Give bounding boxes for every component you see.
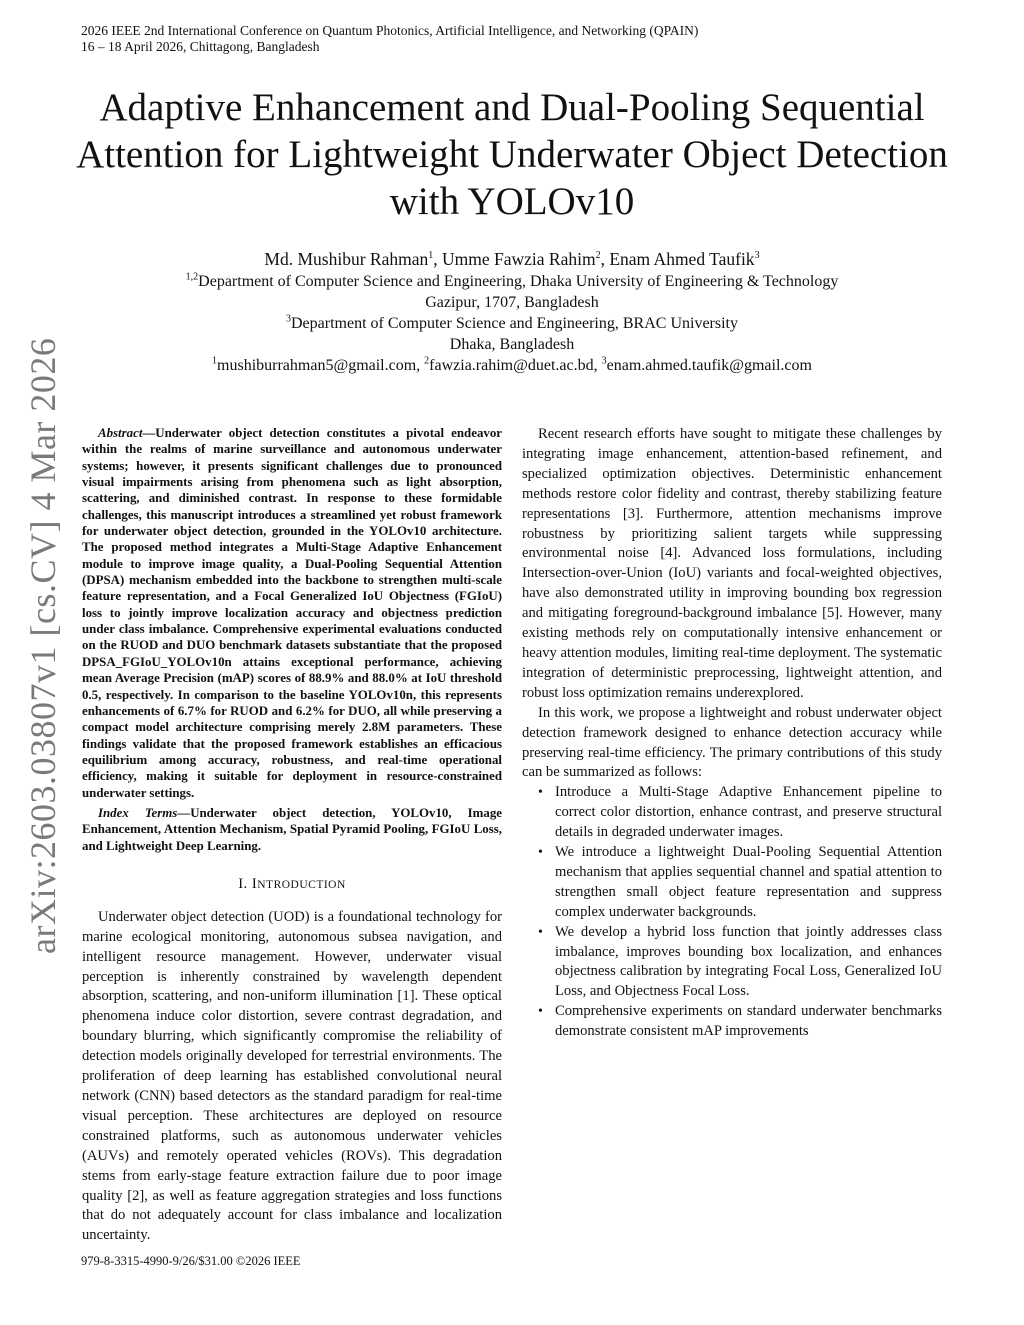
section-numeral: I. <box>238 875 252 892</box>
list-item <box>522 923 942 1003</box>
affiliation-2 <box>90 313 934 334</box>
author-block <box>90 247 934 376</box>
affiliation-1-text: Department of Computer Science and Engineering, Dhaka University of Engineering & Technology <box>198 273 839 290</box>
contribution-list <box>522 783 942 1042</box>
index-terms <box>82 805 502 854</box>
author-sep: , <box>600 249 610 269</box>
affiliation-1-sup: 1,2 <box>185 271 199 283</box>
affiliation-2-text: Department of Computer Science and Engineering, BRAC University <box>290 315 738 332</box>
list-item <box>522 1002 942 1042</box>
abstract <box>82 425 502 801</box>
author-1: Md. Mushibur Rahman <box>264 249 429 269</box>
email-1-sup: 1 <box>212 355 218 367</box>
abstract-label: Abstract <box>98 426 143 440</box>
paper-title: Adaptive Enhancement and Dual-Pooling Sequential Attention for Lightweight Underwater Object Detection with YOLOv10 <box>76 86 948 223</box>
abstract-text: —Underwater object detection constitutes a pivotal endeavor within the realms of marine surveillance and autonomous underwater systems; however, it presents significant challenges due to pronounced visual impairments arising from phenomena such as light absorption, scattering, and diminished contrast. In response to these formidable challenges, this manuscript introduces a streamlined yet robust framework for underwater object detection, grounded in the YOLOv10 architecture. The proposed method integrates a Multi-Stage Adaptive Enhancement module to improve image quality, a Dual-Pooling Sequential Attention (DPSA) mechanism embedded into the backbone to strengthen multi-scale feature representation, and a Focal Generalized IoU Objectness (FGIoU) loss to jointly improve localization accuracy and objectness prediction under class imbalance. Comprehensive experimental evaluations conducted on the RUOD and DUO benchmark datasets substantiate that the proposed DPSA_FGIoU_YOLOv10n attains exceptional performance, achieving mean Average Precision (mAP) scores of 88.9% and 88.0% at IoU threshold 0.5, respectively. In comparison to the baseline YOLOv10n, this represents enhancements of 6.7% for RUOD and 6.2% for DUO, all while preserving a compact model architecture comprising merely 2.8M parameters. These findings validate that the proposed framework establishes an efficacious equilibrium among accuracy, robustness, and real-time operational efficiency, making it suitable for deployment in resource-constrained underwater settings. <box>82 426 502 800</box>
contribution-text: We develop a hybrid loss function that jointly addresses class imbalance, improves bounding box localization, and enhances objectness calibration by integrating Focal Loss, Generalized IoU Loss, and Objectness Focal Loss. <box>555 923 942 1000</box>
author-emails <box>90 355 934 376</box>
list-item <box>522 843 942 923</box>
affiliation-1-location: Gazipur, 1707, Bangladesh <box>425 294 599 311</box>
index-terms-label: Index Terms <box>98 805 178 820</box>
section-heading-introduction <box>82 875 502 896</box>
contribution-text: We introduce a lightweight Dual-Pooling Sequential Attention mechanism that applies sequential channel and spatial attention to strengthen small object feature representation and suppress complex underwater backgrounds. <box>555 844 942 920</box>
section-first-letter: I <box>251 875 258 892</box>
author-2-sup: 2 <box>595 250 601 262</box>
author-names <box>90 247 934 271</box>
affiliation-2-sup: 3 <box>285 313 291 325</box>
author-3: Enam Ahmed Taufik <box>609 249 755 269</box>
author-2: Umme Fawzia Rahim <box>442 249 596 269</box>
copyright-footer: 979-8-3315-4990-9/26/$31.00 ©2026 IEEE <box>81 1254 301 1268</box>
conference-dates: 16 – 18 April 2026, Chittagong, Bangladesh <box>81 39 320 54</box>
author-3-sup: 3 <box>754 250 760 262</box>
email-3-sup: 3 <box>601 355 607 367</box>
contribution-text: Comprehensive experiments on standard underwater benchmarks demonstrate consistent mAP improvements <box>555 1003 942 1040</box>
author-sep: , <box>433 249 442 269</box>
bullet-icon: • <box>538 1004 543 1020</box>
intro-paragraph-3: In this work, we propose a lightweight and robust underwater object detection framework designed to enhance detection accuracy while preserving real-time efficiency. The primary contributions of this study can be summarized as follows: <box>522 704 942 781</box>
index-terms-text: —Underwater object detection, YOLOv10, Image Enhancement, Attention Mechanism, Spatial Pyramid Pooling, FGIoU Loss, and Lightweight Deep Learning. <box>82 805 502 853</box>
email-3[interactable]: enam.ahmed.taufik@gmail.com <box>606 357 812 374</box>
intro-paragraph-2: Recent research efforts have sought to mitigate these challenges by integrating image enhancement, attention-based refinement, and specialized optimization objectives. Deterministic enhancement methods restore color fidelity and contrast, thereby stabilizing feature representations [3]. Furthermore, attention mechanisms improve robustness by prioritizing salient targets while suppressing environmental noise [4]. Advanced loss formulations, including Intersection-over-Union (IoU) variants and focal-weighted objectives, have also demonstrated utility in improving bounding box regression and mitigating foreground-background imbalance [5]. However, many existing methods rely on computationally intensive enhancement or heavy attention modules, limiting real-time deployment. The systematic integration of deterministic preprocessing, lightweight attention, and robust loss optimization remains underexplored. <box>522 426 943 701</box>
author-1-sup: 1 <box>428 250 434 262</box>
intro-paragraph-1: Underwater object detection (UOD) is a foundational technology for marine ecological monitoring, autonomous subsea navigation, and intelligent resource management. However, underwater visual perception is inherently constrained by wavelength dependent absorption, scattering, and non-uniform illumination [1]. These optical phenomena induce color distortion, severe contrast degradation, and boundary blurring, which significantly compromise the reliability of detection models originally developed for terrestrial environments. The proliferation of deep learning has established convolutional neural network (CNN) based detectors as the standard paradigm for real-time visual perception. These architectures are deployed on resource constrained platforms, such as autonomous underwater vehicles (AUVs) and remotely operated vehicles (ROVs). This degradation stems from early-stage feature extraction failure due to poor image quality [2], as well as feature aggregation strategies and loss functions that do not adequately account for class imbalance and localization uncertainty. <box>82 908 502 1244</box>
list-item <box>522 783 942 843</box>
contribution-text: Introduce a Multi-Stage Adaptive Enhancement pipeline to correct color distortion, enhance contrast, and preserve structural details in degraded underwater images. <box>555 784 942 841</box>
left-column <box>82 425 502 1246</box>
email-1[interactable]: mushiburrahman5@gmail.com, <box>217 357 425 374</box>
email-2-sup: 2 <box>424 355 430 367</box>
arxiv-stamp[interactable]: arXiv:2603.03807v1 [cs.CV] 4 Mar 2026 <box>23 337 63 954</box>
conference-name: 2026 IEEE 2nd International Conference on Quantum Photonics, Artificial Intelligence, and Networking (QPAIN) <box>81 23 699 38</box>
bullet-icon: • <box>538 845 543 861</box>
bullet-icon: • <box>538 785 543 801</box>
affiliation-1 <box>90 271 934 292</box>
section-rest: NTRODUCTION <box>257 878 346 891</box>
email-2[interactable]: fawzia.rahim@duet.ac.bd, <box>429 357 602 374</box>
right-column <box>522 425 942 1042</box>
conference-header <box>81 23 698 55</box>
bullet-icon: • <box>538 924 543 940</box>
affiliation-2-location: Dhaka, Bangladesh <box>449 336 575 353</box>
